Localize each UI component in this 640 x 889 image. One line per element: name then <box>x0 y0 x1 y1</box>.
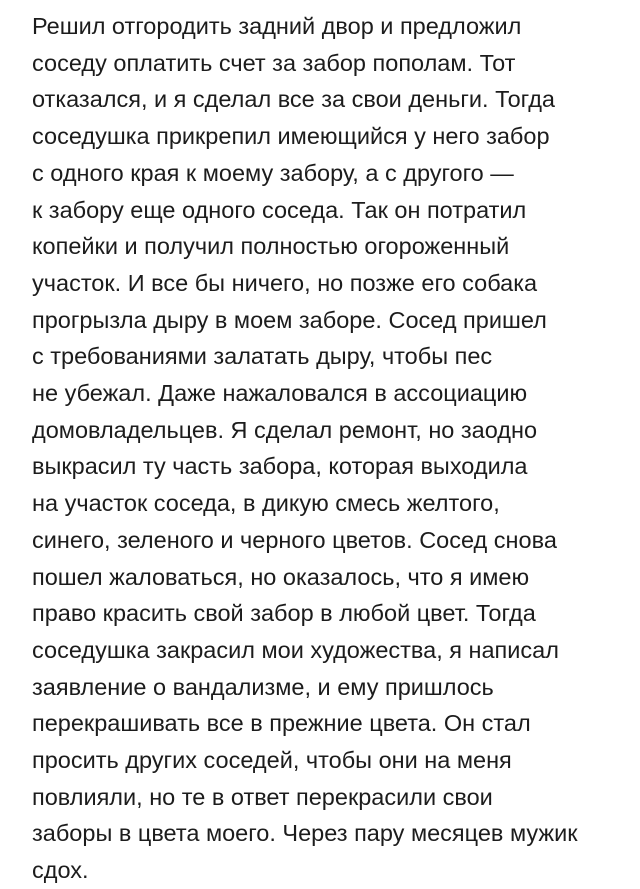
story-line: заборы в цвета моего. Через пару месяцев мужик <box>32 820 578 847</box>
story-line: соседу оплатить счет за забор пополам. Тот <box>32 49 516 76</box>
story-line: синего, зеленого и черного цветов. Сосед снова <box>32 526 557 553</box>
story-line: сдох. <box>32 857 89 884</box>
story-line: копейки и получил полностью огороженный <box>32 233 510 260</box>
story-line: выкрасил ту часть забора, которая выходила <box>32 453 528 480</box>
story-line: соседушка закрасил мои художества, я написал <box>32 636 559 663</box>
story-line: Решил отгородить задний двор и предложил <box>32 13 522 39</box>
story-line: повлияли, но те в ответ перекрасили свои <box>32 783 493 810</box>
story-line: право красить свой забор в любой цвет. Тогда <box>32 600 536 627</box>
story-line: соседушка прикрепил имеющийся у него забор <box>32 123 550 150</box>
story-line: домовладельцев. Я сделал ремонт, но заодно <box>32 416 538 443</box>
story-line: на участок соседа, в дикую смесь желтого, <box>32 490 500 517</box>
story-line: к забору еще одного соседа. Так он потратил <box>32 196 527 223</box>
story-text <box>32 8 632 889</box>
story-line: с одного края к моему забору, а с другого — <box>32 159 514 186</box>
story-line: прогрызла дыру в моем заборе. Сосед пришел <box>32 306 547 333</box>
story-line: перекрашивать все в прежние цвета. Он стал <box>32 710 531 737</box>
story-line: с требованиями залатать дыру, чтобы пес <box>32 343 493 370</box>
story-line: заявление о вандализме, и ему пришлось <box>32 673 494 700</box>
story-line: отказался, и я сделал все за свои деньги. Тогда <box>32 86 555 113</box>
story-line: пошел жаловаться, но оказалось, что я имею <box>32 563 530 590</box>
story-line: просить других соседей, чтобы они на меня <box>32 747 512 774</box>
story-line: не убежал. Даже нажаловался в ассоциацию <box>32 380 528 407</box>
story-line: участок. И все бы ничего, но позже его собака <box>32 269 538 296</box>
